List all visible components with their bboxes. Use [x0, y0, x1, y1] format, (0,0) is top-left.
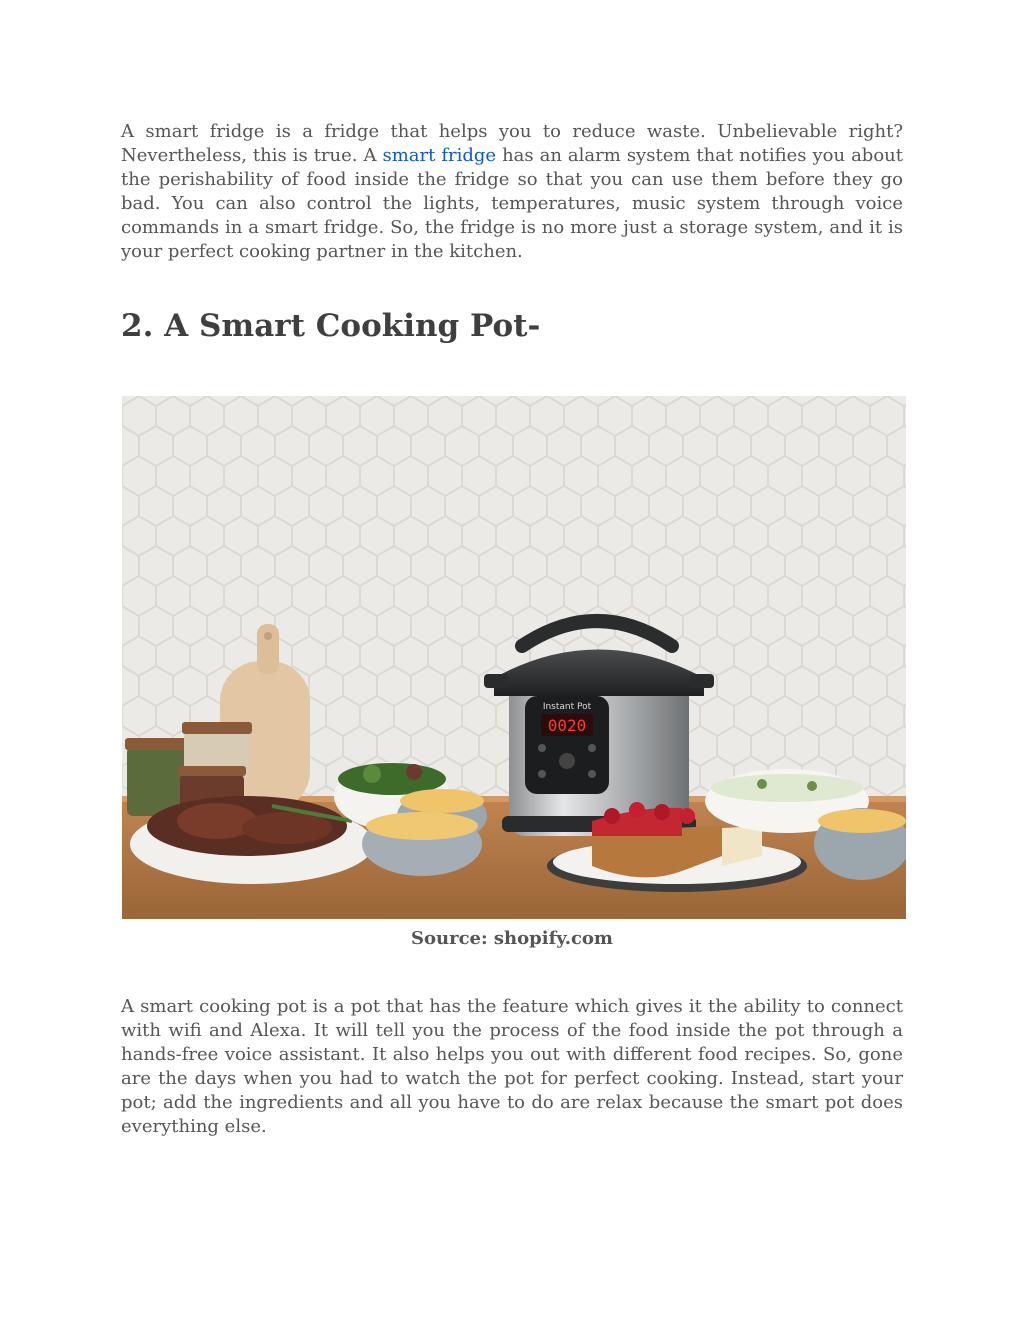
intro-paragraph — [121, 120, 903, 264]
section-heading: 2. A Smart Cooking Pot- — [121, 308, 541, 344]
intro-text-after-link: has an alarm system that notifies you about the perishability of food inside the fridge so that you can use them before they go bad. You can also control the lights, temperatures, music system through voice commands in a smart fridge. So, the fridge is no more just a storage system, and it is your perfect cooking partner in the kitchen. — [121, 145, 903, 262]
pot-timer-display: 0020 — [547, 716, 587, 735]
smart-fridge-link[interactable]: smart fridge — [382, 145, 497, 166]
body-paragraph: A smart cooking pot is a pot that has the feature which gives it the ability to connect with wifi and Alexa. It will tell you the process of the food inside the pot through a hands-free voice assistant. It also helps you out with different food recipes. So, gone are the days when you had to watch the pot for perfect cooking. Instead, start your pot; add the ingredients and all you have to do are relax because the smart pot does everything else. — [121, 996, 903, 1137]
kitchen-scene-illustration — [122, 396, 906, 919]
smart-cooking-pot-photo — [122, 396, 906, 919]
image-caption: Source: shopify.com — [411, 928, 613, 949]
intro-text-before-link: A smart fridge is a fridge that helps you to reduce waste. Unbelievable right? Nevertheless, this is true. A — [121, 121, 903, 166]
pot-brand-label: Instant Pot — [542, 702, 592, 712]
